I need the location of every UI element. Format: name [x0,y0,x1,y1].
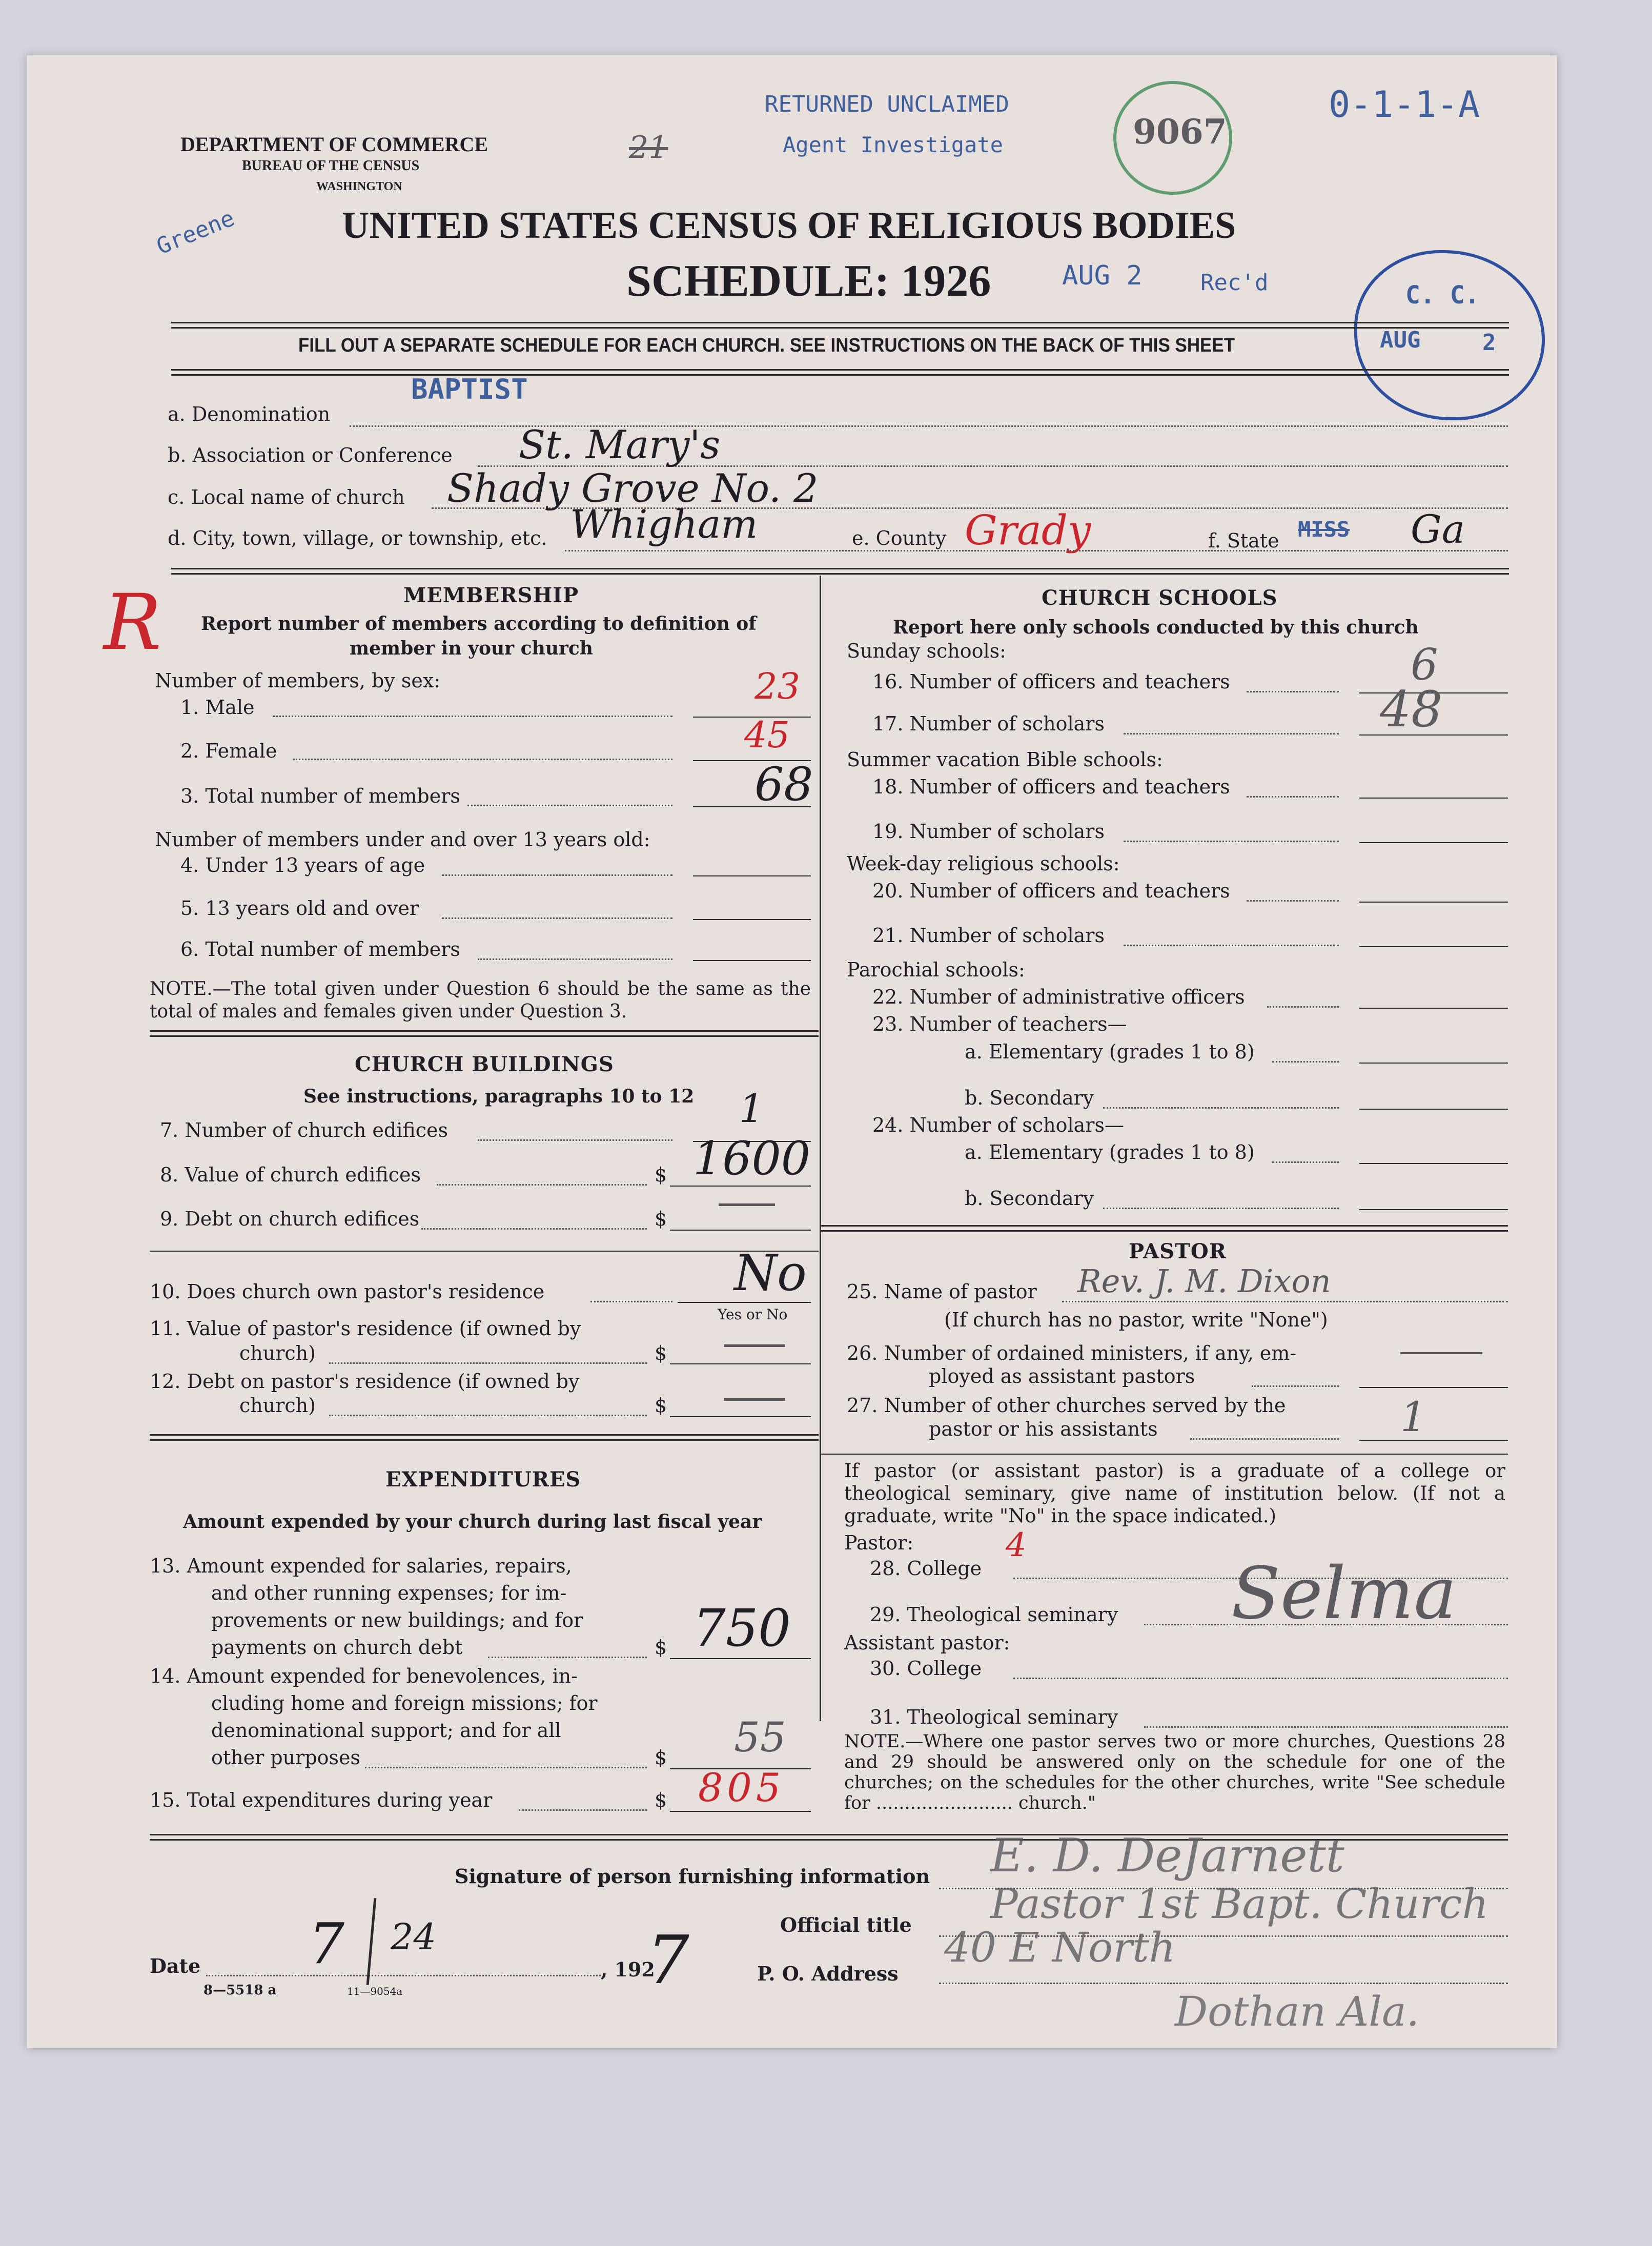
q22-label: 22. Number of administrative officers [872,986,1245,1008]
signature-value: E. D. DeJarnett [990,1829,1344,1883]
q4-under13-label: 4. Under 13 years of age [180,854,425,876]
identity-rule2 [171,573,1509,575]
agent-investigate-stamp: Agent Investigate [783,132,1003,157]
membership-note: NOTE.—The total given under Question 6 should be the same as the total of males and females given under Question 3. [150,978,811,1022]
q24-label: 24. Number of scholars— [872,1114,1124,1136]
schools-title: CHURCH SCHOOLS [1042,586,1278,610]
q13-value: 750 [693,1598,791,1658]
q9-dollar: $ [655,1208,667,1230]
q11-dollar: $ [655,1342,667,1364]
schools-rule2 [821,1230,1508,1232]
q12-dash [724,1398,785,1401]
address-line[interactable] [939,1983,1508,1984]
q8-value-label: 8. Value of church edifices [160,1163,421,1186]
returned-unclaimed-stamp: RETURNED UNCLAIMED [765,91,1009,117]
q4-answer-line[interactable] [693,875,811,876]
q18-answer-line[interactable] [1359,798,1508,799]
q11-answer-line[interactable] [670,1363,811,1364]
address-value: 40 E North [944,1924,1176,1971]
pastor-rule [821,1454,1508,1455]
assistant-label: Assistant pastor: [844,1631,1010,1654]
form-number: 8—5518 a [203,1983,277,1998]
q13-label-c: provements or new buildings; and for [211,1609,583,1631]
q3-total-value: 68 [754,758,813,811]
q14-label-d: other purposes [211,1746,361,1769]
q11-dots [329,1362,647,1364]
census-form-sheet [27,55,1557,2048]
schools-sub: Report here only schools conducted by this church [893,617,1419,638]
date-month: 7 [309,1911,344,1976]
q26-label-b: ployed as assistant pastors [929,1365,1195,1387]
year-digit: 7 [647,1921,689,1999]
pastor-label: Pastor: [844,1532,914,1554]
q18-label: 18. Number of officers and teachers [872,775,1230,798]
q10-residence-label: 10. Does church own pastor's residence [150,1280,545,1303]
q6-dots [478,958,672,960]
q11-label-a: 11. Value of pastor's residence (if owned by [150,1317,581,1340]
q24a-answer-line[interactable] [1359,1163,1508,1164]
parochial-label: Parochial schools: [847,958,1025,981]
header-rule-top2 [171,327,1509,329]
year-prefix: , 192 [601,1958,655,1981]
q16-dots [1247,691,1339,692]
aug-received-stamp: AUG 2 [1062,260,1143,291]
q5-answer-line[interactable] [693,919,811,920]
q5-dots [442,917,672,919]
form-title: UNITED STATES CENSUS OF RELIGIOUS BODIES [342,205,1236,247]
q8-value: 1600 [693,1132,811,1186]
q17-dots [1124,733,1339,734]
q23b-label: b. Secondary [965,1087,1094,1109]
q24a-label: a. Elementary (grades 1 to 8) [965,1141,1255,1163]
q2-female-dots [293,759,672,760]
q13-label-d: payments on church debt [211,1636,463,1659]
q14-value: 55 [734,1713,786,1761]
q21-dots [1124,945,1339,946]
q9-answer-line[interactable] [670,1230,811,1231]
q23a-dots [1272,1061,1339,1063]
q19-label: 19. Number of scholars [872,820,1105,843]
local-name-label: c. Local name of church [168,486,405,508]
yes-no-hint: Yes or No [718,1306,788,1323]
q15-total-label: 15. Total expenditures during year [150,1789,493,1811]
association-value: St. Mary's [519,422,721,467]
q19-dots [1124,841,1339,842]
association-label: b. Association or Conference [168,444,453,466]
membership-rule2 [150,1035,819,1037]
q14-dots [365,1767,647,1768]
signature-label: Signature of person furnishing information [455,1865,930,1888]
pastor-note: NOTE.—Where one pastor serves two or more churches, Questions 28 and 29 should be answered only on the schedule for one of the churches; on the schedules for the other churches, write "See schedule for ........................ church." [844,1731,1505,1813]
q12-dollar: $ [655,1394,667,1417]
cc-stamp-label: C. C. [1405,281,1480,310]
summer-label: Summer vacation Bible schools: [847,748,1163,771]
q1-male-label: 1. Male [180,696,255,719]
dept-line: DEPARTMENT OF COMMERCE [180,133,488,156]
q3-answer-line[interactable] [693,806,811,807]
q23b-answer-line[interactable] [1359,1109,1508,1110]
weekday-label: Week-day religious schools: [847,852,1120,875]
buildings-title: CHURCH BUILDINGS [355,1052,614,1076]
q14-dollar: $ [655,1746,667,1769]
expenditures-title: EXPENDITURES [385,1467,581,1492]
q28-label: 28. College [870,1557,982,1580]
q7-edifices-value: 1 [739,1086,764,1131]
q15-answer-line[interactable] [670,1811,811,1812]
buildings-bottom-rule2 [150,1439,819,1441]
q12-label-b: church) [239,1394,316,1417]
schedule-title: SCHEDULE: 1926 [626,256,991,306]
buildings-sub: See instructions, paragraphs 10 to 12 [303,1086,695,1107]
q1-male-dots [273,716,672,717]
date-label: Date [150,1954,201,1977]
q1-male-value: 23 [754,665,801,707]
date-line[interactable] [206,1975,601,1976]
q26-answer-line[interactable] [1359,1387,1508,1388]
q25-note: (If church has no pastor, write "None") [944,1309,1328,1331]
q4-dots [442,874,672,876]
q31-line[interactable] [1144,1726,1508,1728]
state-label: f. State [1208,529,1279,552]
circle-number: 9067 [1133,112,1227,152]
q6-answer-line[interactable] [693,960,811,961]
city-value: Whigham [570,501,758,547]
by-age-label: Number of members under and over 13 years old: [155,828,650,851]
header-rule-top [171,322,1509,323]
q27-dots [1190,1438,1339,1440]
q15-value: 805 [698,1765,785,1810]
pastor-title: PASTOR [1129,1239,1227,1263]
q14-label-a: 14. Amount expended for benevolences, in- [150,1665,578,1687]
q27-label-a: 27. Number of other churches served by the [847,1394,1286,1417]
denomination-label: a. Denomination [168,403,331,425]
q20-dots [1247,900,1339,902]
q12-label-a: 12. Debt on pastor's residence (if owned by [150,1370,580,1393]
q9-dash [719,1203,775,1206]
q24b-label: b. Secondary [965,1187,1094,1210]
city-line: WASHINGTON [316,180,402,193]
q9-dots [421,1228,647,1230]
membership-title: MEMBERSHIP [403,583,579,607]
q27-label-b: pastor or his assistants [929,1418,1158,1440]
q13-dots [488,1657,647,1658]
q27-value: 1 [1400,1393,1426,1441]
q28-value: 4 [1006,1526,1027,1564]
q17-label: 17. Number of scholars [872,712,1105,735]
q29-label: 29. Theological seminary [870,1603,1118,1626]
q29-value: Selma [1231,1552,1457,1636]
q20-answer-line[interactable] [1359,902,1508,903]
q13-answer-line[interactable] [670,1658,811,1659]
q12-answer-line[interactable] [670,1416,811,1417]
q23b-dots [1103,1107,1339,1109]
q13-label-a: 13. Amount expended for salaries, repairs, [150,1555,572,1577]
local-name-value: Shady Grove No. 2 [447,465,819,511]
q23a-label: a. Elementary (grades 1 to 8) [965,1040,1255,1063]
q12-dots [329,1415,647,1416]
print-number: 11—9054a [347,1985,403,1997]
header-rule-bottom [171,369,1509,371]
county-stamp: Greene [153,205,238,260]
q10-residence-value: No [734,1244,807,1302]
q5-over13-label: 5. 13 years old and over [180,897,419,920]
q13-dollar: $ [655,1636,667,1659]
q22-answer-line[interactable] [1359,1008,1508,1009]
q10-dots [590,1301,672,1302]
state-value: Ga [1411,506,1465,552]
official-title-value: Pastor 1st Bapt. Church [990,1880,1489,1928]
q25-label: 25. Name of pastor [847,1280,1037,1303]
address-value-2: Dothan Ala. [1175,1988,1420,2035]
schools-rule [821,1225,1508,1227]
q8-dots [437,1184,647,1186]
buildings-bottom-rule [150,1434,819,1436]
q11-dash [724,1344,785,1347]
struck-number: 21 [629,130,668,166]
q16-label: 16. Number of officers and teachers [872,670,1230,693]
by-sex-label: Number of members, by sex: [155,669,441,692]
q6-total-label: 6. Total number of members [180,938,460,961]
date-slash [366,1898,377,1985]
recd-stamp: Rec'd [1200,270,1269,296]
q18-dots [1247,796,1339,798]
expenditures-sub: Amount expended by your church during last fiscal year [183,1511,762,1533]
instruction-line: FILL OUT A SEPARATE SCHEDULE FOR EACH CHURCH. SEE INSTRUCTIONS ON THE BACK OF THIS SHEET [298,335,1235,356]
q14-label-b: cluding home and foreign missions; for [211,1692,598,1714]
q24a-dots [1272,1161,1339,1163]
q8-dollar: $ [655,1163,667,1186]
q26-label-a: 26. Number of ordained ministers, if any, em- [847,1342,1297,1364]
column-divider [820,576,821,1721]
q26-dash [1400,1352,1482,1354]
q11-label-b: church) [239,1342,316,1364]
r-mark: R [104,578,161,667]
q24b-answer-line[interactable] [1359,1209,1508,1210]
q21-answer-line[interactable] [1359,946,1508,947]
city-line[interactable] [565,550,1508,552]
q8-answer-line[interactable] [670,1186,811,1187]
q25-value: Rev. J. M. Dixon [1077,1262,1331,1300]
file-code-stamp: 0-1-1-A [1329,84,1480,126]
q7-edifices-label: 7. Number of church edifices [160,1119,448,1141]
q20-label: 20. Number of officers and teachers [872,880,1230,902]
q10-answer-line[interactable] [678,1302,811,1303]
header-rule-bottom2 [171,374,1509,376]
date-day: 24 [391,1916,437,1958]
cc-stamp-day: 2 [1482,330,1496,356]
cc-stamp-month: AUG [1380,327,1421,353]
q16-value: 6 [1411,640,1438,690]
q19-answer-line[interactable] [1359,842,1508,843]
q13-label-b: and other running expenses; for im- [211,1582,567,1604]
q15-dots [519,1809,647,1811]
q24b-dots [1103,1208,1339,1209]
q30-line[interactable] [1013,1678,1508,1679]
buildings-rule [150,1251,819,1252]
q9-debt-label: 9. Debt on church edifices [160,1208,420,1230]
membership-rule [150,1030,819,1032]
sunday-label: Sunday schools: [847,640,1006,662]
q17-answer-line[interactable] [1359,734,1508,736]
q3-total-dots [467,805,672,806]
q2-female-value: 45 [744,714,790,756]
membership-sub1: Report number of members according to definition of [201,613,757,635]
official-title-label: Official title [780,1913,912,1936]
county-value: Grady [965,506,1091,554]
city-label: d. City, town, village, or township, etc. [168,527,547,549]
q15-dollar: $ [655,1789,667,1811]
county-label: e. County [852,527,947,549]
q25-line[interactable] [1062,1301,1508,1302]
q27-answer-line[interactable] [1359,1440,1508,1441]
q23-label: 23. Number of teachers— [872,1013,1127,1035]
q26-dots [1252,1385,1339,1387]
q21-label: 21. Number of scholars [872,924,1105,947]
q2-female-label: 2. Female [180,740,277,762]
graduate-note: If pastor (or assistant pastor) is a graduate of a college or theological seminary, give name of institution below. (If not a graduate, write "No" in the space indicated.) [844,1460,1505,1527]
miss-stamp: MISS [1298,517,1350,542]
q7-dots [478,1139,672,1141]
q30-label: 30. College [870,1657,982,1680]
q17-value: 48 [1380,681,1443,738]
baptist-stamp: BAPTIST [411,373,528,405]
bureau-line: BUREAU OF THE CENSUS [242,158,420,174]
address-label: P. O. Address [757,1962,899,1985]
q3-total-label: 3. Total number of members [180,785,460,807]
identity-rule [171,568,1509,569]
q31-label: 31. Theological seminary [870,1706,1118,1728]
membership-sub2: member in your church [350,638,593,659]
q14-label-c: denominational support; and for all [211,1719,561,1742]
q22-dots [1267,1006,1339,1008]
q23a-answer-line[interactable] [1359,1063,1508,1064]
